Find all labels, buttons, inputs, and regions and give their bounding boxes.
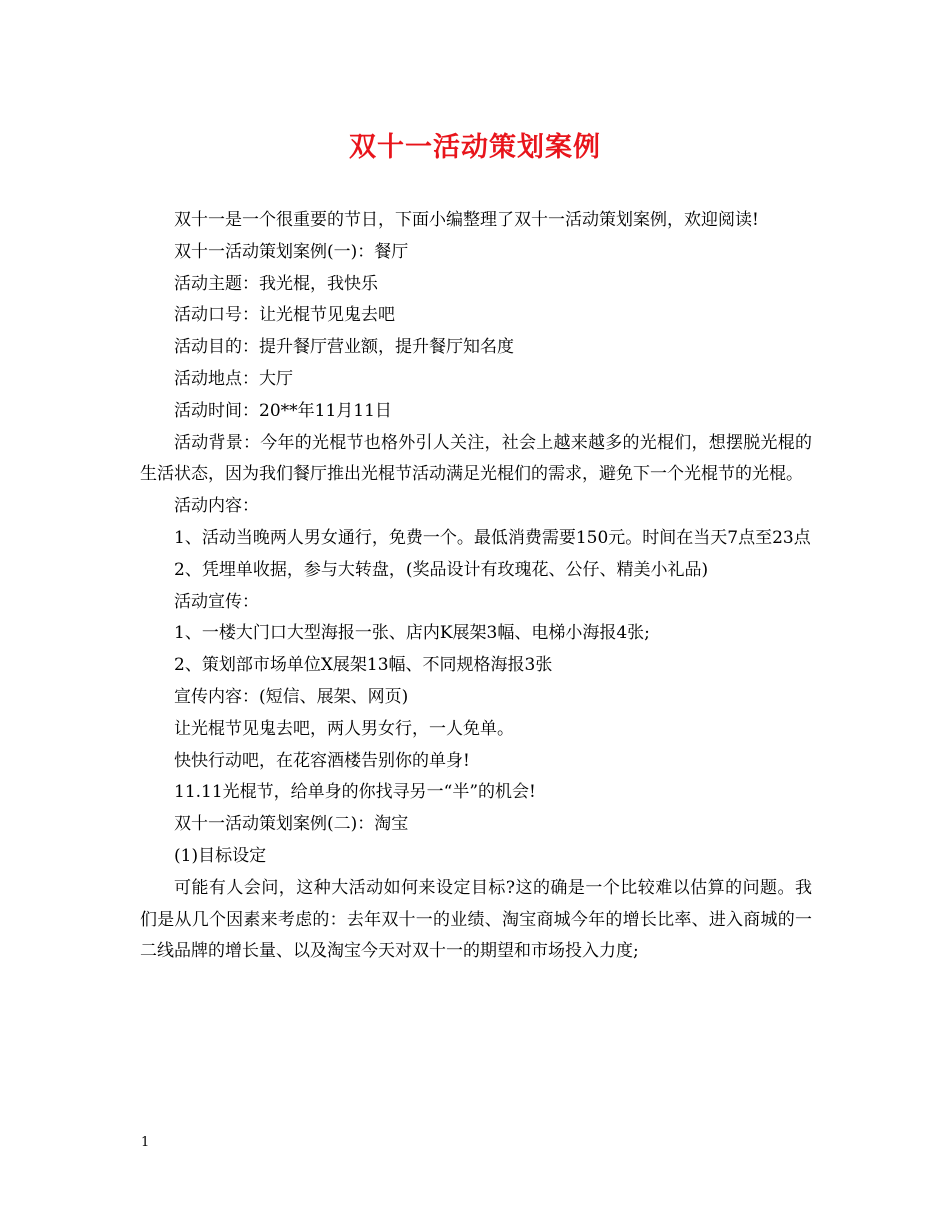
paragraph: (1)目标设定 <box>174 845 267 866</box>
paragraph: 让光棍节见鬼去吧，两人男女行，一人免单。 <box>174 718 514 739</box>
paragraph: 活动主题：我光棍，我快乐 <box>174 273 378 294</box>
paragraph: 活动目的：提升餐厅营业额，提升餐厅知名度 <box>174 337 514 358</box>
page-number: 1 <box>141 1135 150 1150</box>
paragraph: 可能有人会问，这种大活动如何来设定目标?这的确是一个比较难以估算的问题。我们是从几个因素来考虑的：去年双十一的业绩、淘宝商城今年的增长比率、进入商城的一二线品牌的增长量、以及淘宝今天对双十一的期望和市场投入力度; <box>140 877 812 962</box>
paragraph: 活动口号：让光棍节见鬼去吧 <box>174 305 395 326</box>
paragraph: 活动背景：今年的光棍节也格外引人关注，社会上越来越多的光棍们，想摆脱光棍的生活状态，因为我们餐厅推出光棍节活动满足光棍们的需求，避免下一个光棍节的光棍。 <box>140 432 812 485</box>
paragraph: 2、凭埋单收据，参与大转盘，(奖品设计有玫瑰花、公仔、精美小礼品) <box>174 559 709 580</box>
paragraph: 活动地点：大厅 <box>174 368 293 389</box>
paragraph: 2、策划部市场单位X展架13幅、不同规格海报3张 <box>174 655 553 676</box>
paragraph: 宣传内容：(短信、展架、网页) <box>174 686 409 707</box>
paragraph: 1、活动当晚两人男女通行，免费一个。最低消费需要150元。时间在当天7点至23点 <box>174 527 811 548</box>
document-title: 双十一活动策划案例 <box>349 132 601 163</box>
paragraph: 双十一活动策划案例(二)：淘宝 <box>174 814 409 835</box>
paragraph: 11.11光棍节，给单身的你找寻另一“半”的机会! <box>174 782 536 803</box>
paragraph: 双十一活动策划案例(一)：餐厅 <box>174 241 409 262</box>
paragraph: 1、一楼大门口大型海报一张、店内K展架3幅、电梯小海报4张; <box>174 623 650 644</box>
paragraph: 活动内容： <box>174 496 259 517</box>
document-body <box>140 205 812 968</box>
paragraph: 双十一是一个很重要的节日，下面小编整理了双十一活动策划案例，欢迎阅读! <box>174 210 759 230</box>
paragraph: 活动宣传： <box>174 591 259 612</box>
paragraph: 活动时间：20**年11月11日 <box>174 400 392 421</box>
paragraph: 快快行动吧，在花容酒楼告别你的单身! <box>174 750 470 771</box>
